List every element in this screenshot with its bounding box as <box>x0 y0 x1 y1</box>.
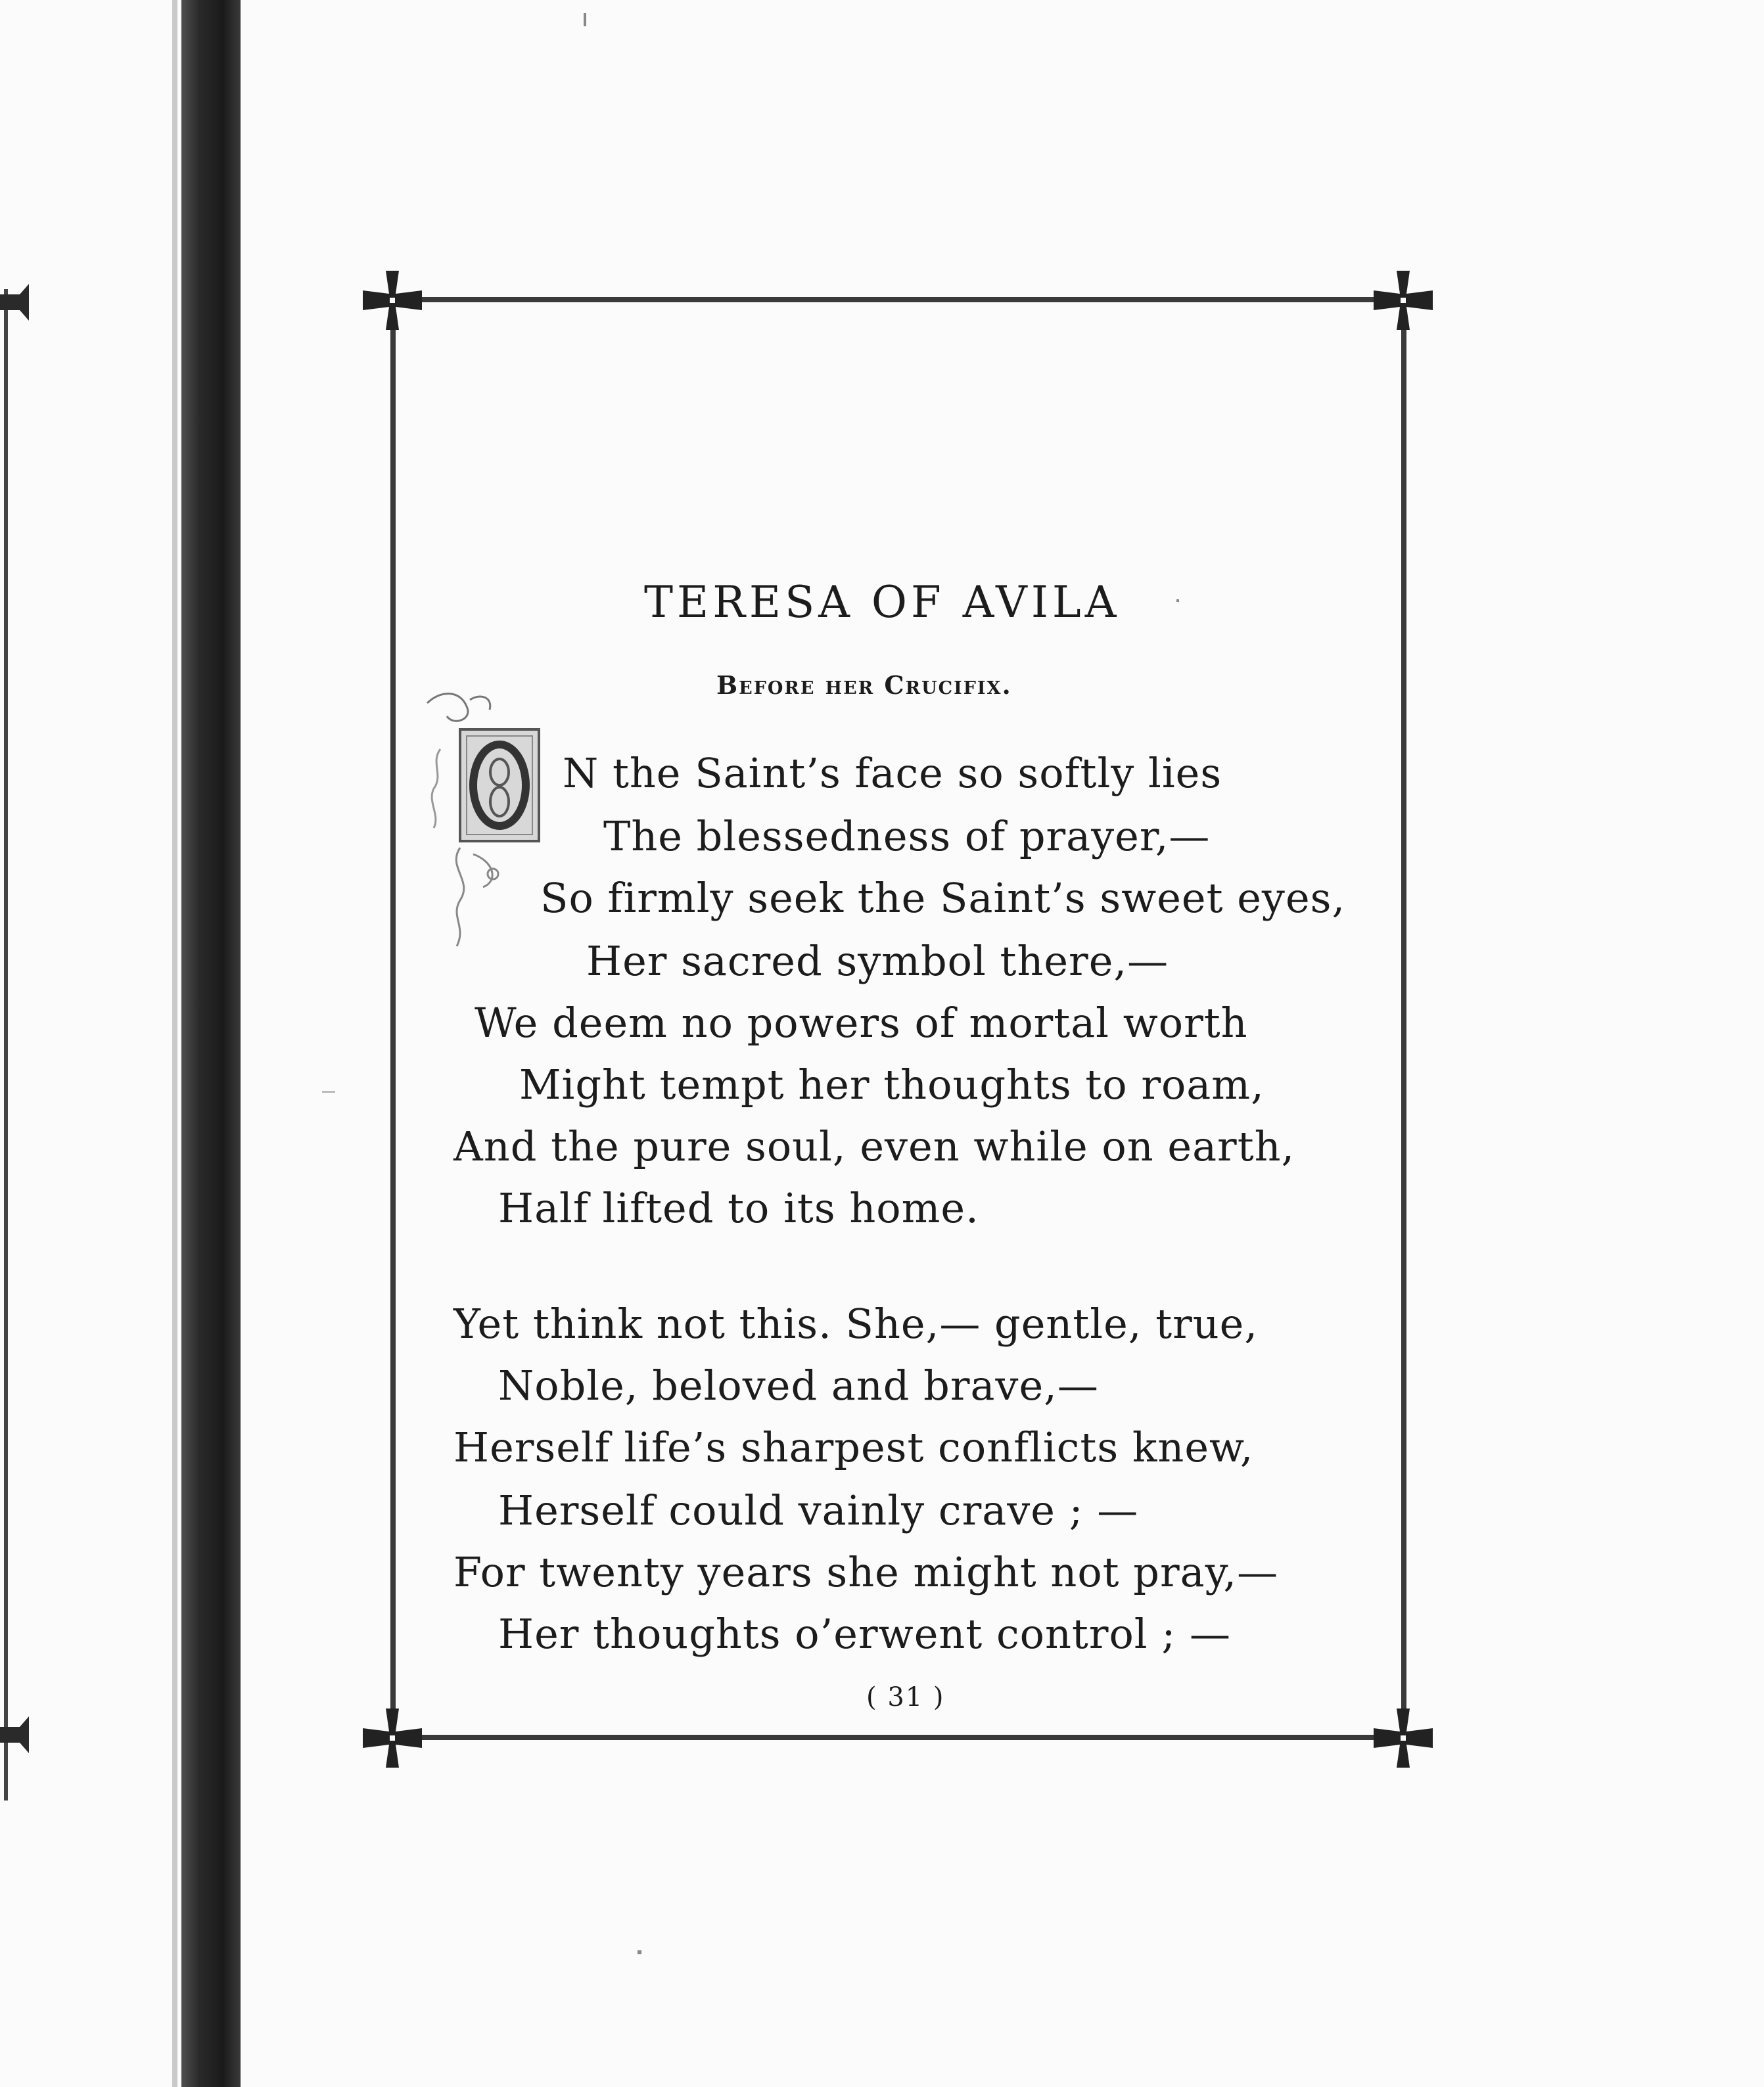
poem-line: Herself life’s sharpest conflicts knew, <box>453 1423 1254 1471</box>
poem-line: We deem no powers of mortal worth <box>475 999 1248 1047</box>
scan-speck <box>1176 599 1179 602</box>
poem-line: Half lifted to its home. <box>498 1184 979 1232</box>
frame-left-rule <box>390 309 396 1728</box>
illuminated-initial-o <box>421 690 552 959</box>
poem-line: For twenty years she might not pray,— <box>453 1548 1279 1596</box>
cross-ornament-bottom-left-icon <box>363 1709 422 1768</box>
poem-line: So firmly seek the Saint’s sweet eyes, <box>540 874 1346 922</box>
poem-line: Herself could vainly crave ; — <box>498 1486 1139 1534</box>
scan-speck <box>638 1950 641 1954</box>
page-number: ( 31 ) <box>866 1682 945 1712</box>
cross-ornament-top-right-icon <box>1374 271 1433 330</box>
scan-speck <box>322 1091 335 1093</box>
poem-line: N the Saint’s face so softly lies <box>563 749 1222 797</box>
poem-subtitle: Before her Crucifix. <box>716 670 1012 700</box>
poem-line: And the pure soul, even while on earth, <box>453 1122 1295 1170</box>
poem-line: Noble, beloved and brave,— <box>498 1362 1099 1410</box>
poem-line: Might tempt her thoughts to roam, <box>519 1061 1265 1109</box>
cross-ornament-top-left-icon <box>363 271 422 330</box>
cross-ornament-bottom-right-icon <box>1374 1709 1433 1768</box>
poem-line: Yet think not this. She,— gentle, true, <box>453 1300 1259 1348</box>
frame-right-rule <box>1401 309 1406 1728</box>
poem-line: Her sacred symbol there,— <box>586 937 1169 985</box>
poem-line: Her thoughts o’erwent control ; — <box>498 1610 1231 1658</box>
poem-title: TERESA OF AVILA <box>644 577 1121 628</box>
page-gutter-edge <box>172 0 177 2087</box>
poem-line: The blessedness of prayer,— <box>603 812 1211 860</box>
scan-speck <box>584 13 586 26</box>
facing-page-cross-ornament-bottom <box>0 1709 33 1761</box>
frame-top-rule <box>381 297 1406 302</box>
facing-page-border <box>4 289 8 1800</box>
book-binding-gutter <box>181 0 241 2087</box>
facing-page-cross-ornament-top <box>0 276 33 329</box>
frame-bottom-rule <box>381 1735 1406 1740</box>
